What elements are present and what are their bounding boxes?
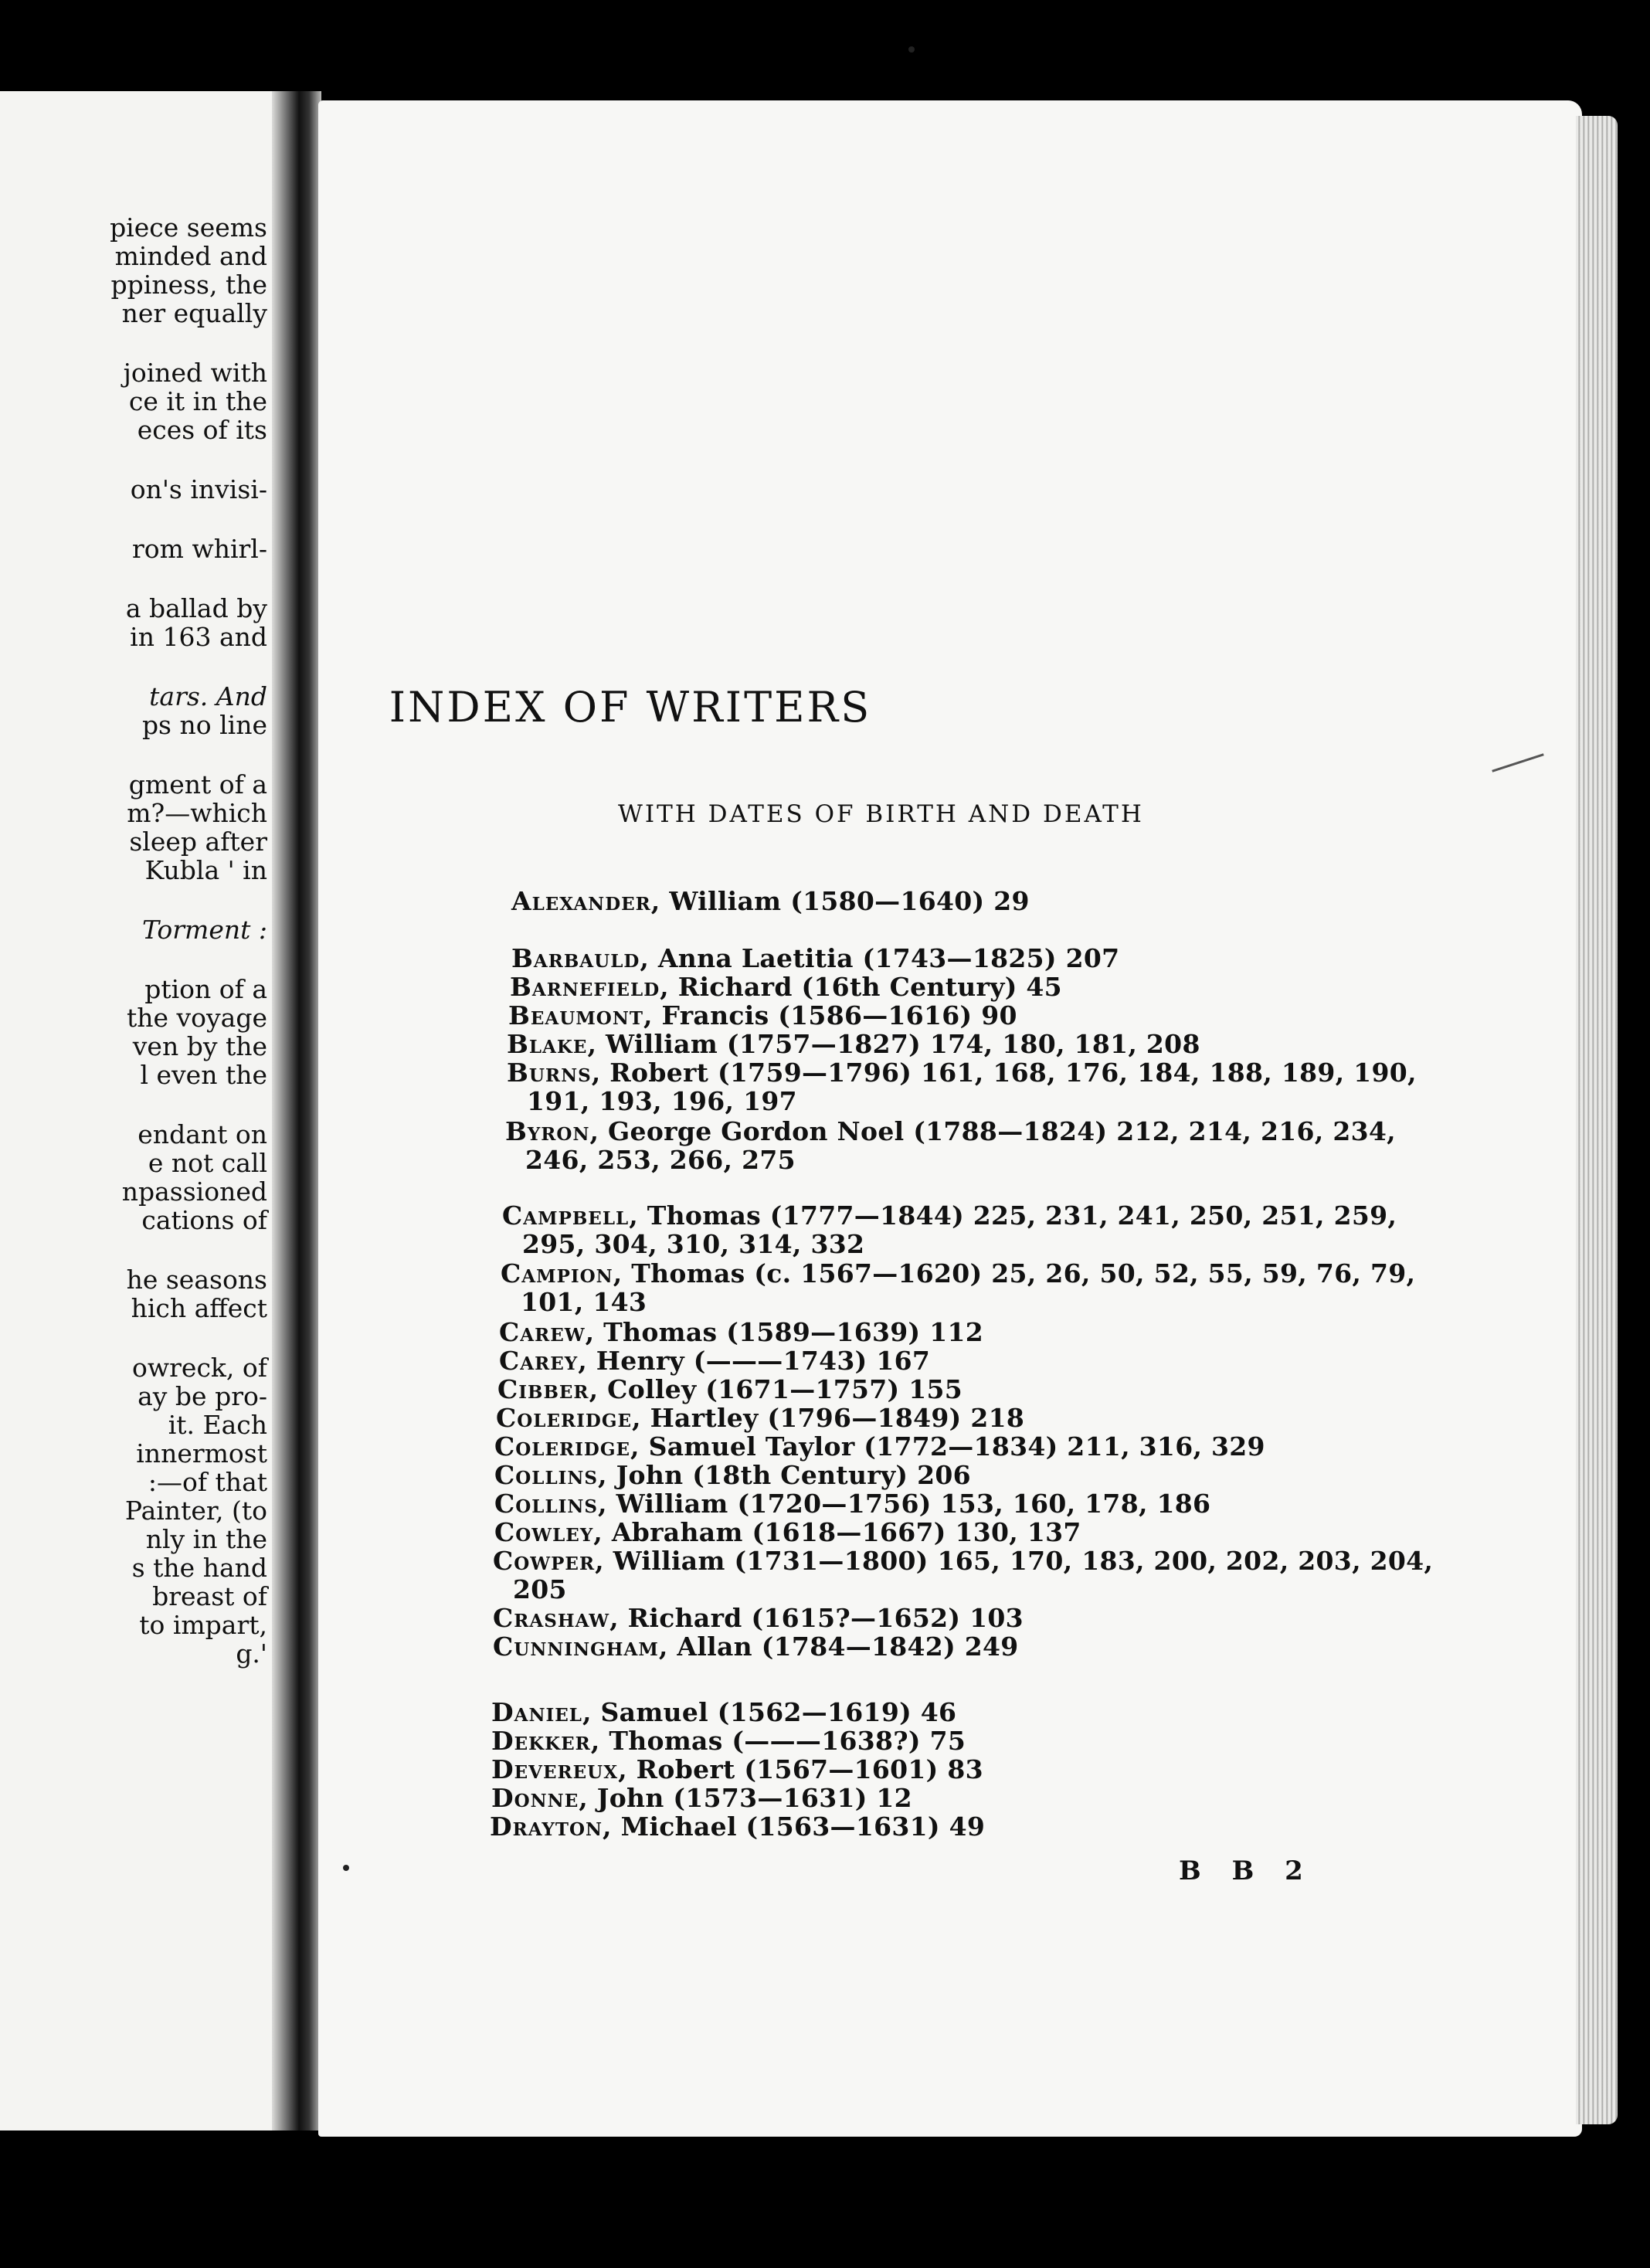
previous-page-line: in 163 and xyxy=(130,622,267,652)
writer-details: , Samuel Taylor (1772—1834) 211, 316, 329 xyxy=(630,1431,1265,1462)
writer-details: , George Gordon Noel (1788—1824) 212, 214, 216, 234, xyxy=(589,1116,1396,1146)
writer-surname: Devereux xyxy=(491,1754,619,1784)
previous-page-line: m?—which xyxy=(127,798,267,828)
writer-surname: Campion xyxy=(501,1258,613,1288)
writer-surname: Donne xyxy=(491,1783,579,1813)
writer-details: , Michael (1563—1631) 49 xyxy=(603,1811,986,1842)
writer-surname: Carey xyxy=(499,1346,579,1376)
writer-surname: Carew xyxy=(499,1317,586,1347)
writer-details: , William (1580—1640) 29 xyxy=(650,886,1030,916)
previous-page-line: s the hand xyxy=(131,1553,267,1583)
writer-entry xyxy=(494,1461,971,1489)
previous-page-line: breast of xyxy=(152,1581,267,1611)
previous-page-line: on's invisi- xyxy=(130,474,267,504)
writer-surname: Coleridge xyxy=(494,1431,630,1462)
scan-speck xyxy=(908,46,915,53)
page-title: INDEX OF WRITERS xyxy=(389,683,872,732)
writer-details: , Colley (1671—1757) 155 xyxy=(589,1374,963,1404)
previous-page-line: minded and xyxy=(114,241,267,271)
writer-details: , Henry (———1743) 167 xyxy=(578,1346,931,1376)
previous-page-line: Torment : xyxy=(141,915,267,945)
writer-surname: Coleridge xyxy=(496,1403,632,1433)
writer-details: , Anna Laetitia (1743—1825) 207 xyxy=(640,943,1120,973)
book-gutter xyxy=(272,91,321,2130)
writer-surname: Alexander xyxy=(511,886,651,916)
writer-surname: Burns xyxy=(507,1058,592,1088)
writer-surname: Cowper xyxy=(493,1546,596,1576)
writer-details: , Samuel (1562—1619) 46 xyxy=(582,1697,957,1727)
writer-surname: Blake xyxy=(507,1029,588,1059)
previous-page-line: l even the xyxy=(140,1060,267,1090)
previous-page-line: :—of that xyxy=(148,1467,267,1497)
writer-entry xyxy=(497,1375,963,1404)
writer-surname: Dekker xyxy=(491,1726,591,1756)
writer-entry xyxy=(499,1346,930,1375)
writer-entry xyxy=(510,973,1062,1001)
previous-page-line: the voyage xyxy=(126,1003,267,1033)
writer-details: , William (1731—1800) 165, 170, 183, 200, 202, 203, 204, xyxy=(595,1546,1434,1576)
writer-details: , Richard (1615?—1652) 103 xyxy=(609,1603,1024,1633)
previous-page-line: innermost xyxy=(136,1438,267,1468)
writer-page-refs-continued: 246, 253, 266, 275 xyxy=(525,1145,796,1175)
writer-details: , Abraham (1618—1667) 130, 137 xyxy=(593,1517,1081,1547)
previous-page-line: rom whirl- xyxy=(132,534,267,564)
writer-surname: Daniel xyxy=(491,1697,582,1727)
previous-page-line: a ballad by xyxy=(125,593,267,623)
writer-details: , Francis (1586—1616) 90 xyxy=(643,1000,1017,1030)
previous-page-line: ppiness, the xyxy=(110,270,267,300)
writer-entry xyxy=(494,1518,1081,1547)
previous-page-line: Kubla ' in xyxy=(144,855,267,885)
writer-entry xyxy=(491,1755,983,1784)
writer-surname: Cowley xyxy=(494,1517,594,1547)
previous-page-line: it. Each xyxy=(168,1410,267,1440)
previous-page-line: ven by the xyxy=(132,1031,267,1061)
writer-entry xyxy=(491,1784,912,1812)
previous-page-line: e not call xyxy=(148,1148,267,1178)
previous-page-line: cations of xyxy=(141,1205,267,1235)
writer-details: , Hartley (1796—1849) 218 xyxy=(632,1403,1025,1433)
writer-entry xyxy=(493,1547,1433,1604)
writer-details: , Thomas (1777—1844) 225, 231, 241, 250, 251, 259, xyxy=(629,1200,1397,1231)
previous-page-line: npassioned xyxy=(121,1176,267,1207)
writer-entry xyxy=(505,1117,1396,1174)
page-subtitle: WITH DATES OF BIRTH AND DEATH xyxy=(618,800,1144,828)
writer-surname: Cibber xyxy=(497,1374,589,1404)
writer-details: , Thomas (c. 1567—1620) 25, 26, 50, 52, 55, 59, 76, 79, xyxy=(613,1258,1416,1288)
writer-details: , Thomas (———1638?) 75 xyxy=(590,1726,966,1756)
previous-page-line: g.' xyxy=(236,1638,267,1669)
previous-page-line: sleep after xyxy=(129,827,267,857)
writer-details: , Robert (1759—1796) 161, 168, 176, 184, 188, 189, 190, xyxy=(591,1058,1417,1088)
previous-page-line: ce it in the xyxy=(128,386,267,416)
writer-details: , William (1720—1756) 153, 160, 178, 186 xyxy=(598,1489,1211,1519)
writer-surname: Beaumont xyxy=(508,1000,643,1030)
writer-details: , Richard (16th Century) 45 xyxy=(660,972,1062,1002)
previous-page-line: hich affect xyxy=(131,1293,267,1323)
previous-page-line: nly in the xyxy=(145,1524,267,1554)
writer-page-refs-continued: 191, 193, 196, 197 xyxy=(527,1086,797,1116)
writer-entry xyxy=(511,944,1119,973)
writer-surname: Collins xyxy=(494,1489,599,1519)
previous-page-line: tars. And xyxy=(149,681,267,711)
previous-page-line: owreck, of xyxy=(132,1353,267,1383)
previous-page-line: ps no line xyxy=(141,710,267,740)
writer-entry xyxy=(491,1698,956,1726)
writer-entry xyxy=(501,1259,1415,1316)
writer-surname: Drayton xyxy=(490,1811,603,1842)
page-edges xyxy=(1576,116,1618,2124)
writer-entry xyxy=(494,1432,1265,1461)
writer-page-refs-continued: 205 xyxy=(513,1574,567,1604)
previous-page-line: ption of a xyxy=(144,974,267,1004)
writer-details: , William (1757—1827) 174, 180, 181, 208 xyxy=(587,1029,1200,1059)
scan-speck xyxy=(343,1865,349,1871)
writer-entry xyxy=(496,1404,1024,1432)
writer-surname: Cunningham xyxy=(493,1631,659,1662)
writer-page-refs-continued: 295, 304, 310, 314, 332 xyxy=(522,1229,865,1259)
writer-page-refs-continued: 101, 143 xyxy=(521,1287,647,1317)
writer-surname: Crashaw xyxy=(493,1603,610,1633)
writer-entry xyxy=(499,1318,983,1346)
writer-details: , Thomas (1589—1639) 112 xyxy=(585,1317,983,1347)
previous-page-fragment xyxy=(0,91,272,2130)
previous-page-line: piece seems xyxy=(110,212,267,243)
writer-surname: Campbell xyxy=(502,1200,630,1231)
previous-page-line: joined with xyxy=(123,358,267,388)
writer-details: , Allan (1784—1842) 249 xyxy=(658,1631,1019,1662)
writer-surname: Byron xyxy=(505,1116,590,1146)
writer-entry xyxy=(507,1030,1200,1058)
writer-entry xyxy=(491,1726,966,1755)
writer-entry xyxy=(511,887,1030,915)
previous-page-line: endant on xyxy=(138,1119,267,1149)
previous-page-line: he seasons xyxy=(126,1265,267,1295)
previous-page-line: ner equally xyxy=(121,298,267,328)
writer-entry xyxy=(494,1489,1210,1518)
writer-entry xyxy=(490,1812,985,1841)
writer-surname: Barbauld xyxy=(511,943,640,973)
writer-entry xyxy=(508,1001,1017,1030)
previous-page-line: ay be pro- xyxy=(138,1381,267,1411)
writer-details: , John (1573—1631) 12 xyxy=(579,1783,912,1813)
signature-mark: B B 2 xyxy=(1179,1855,1314,1886)
previous-page-line: gment of a xyxy=(128,769,267,800)
writer-surname: Barnefield xyxy=(510,972,660,1002)
writer-details: , Robert (1567—1601) 83 xyxy=(618,1754,983,1784)
writer-surname: Collins xyxy=(494,1460,599,1490)
writer-entry xyxy=(493,1604,1024,1632)
writer-entry xyxy=(493,1632,1019,1661)
writer-entry xyxy=(507,1058,1417,1115)
writer-entry xyxy=(502,1201,1397,1258)
writer-details: , John (18th Century) 206 xyxy=(598,1460,971,1490)
previous-page-line: Painter, (to xyxy=(124,1496,267,1526)
previous-page-line: eces of its xyxy=(137,415,267,445)
previous-page-line: to impart, xyxy=(139,1610,267,1640)
